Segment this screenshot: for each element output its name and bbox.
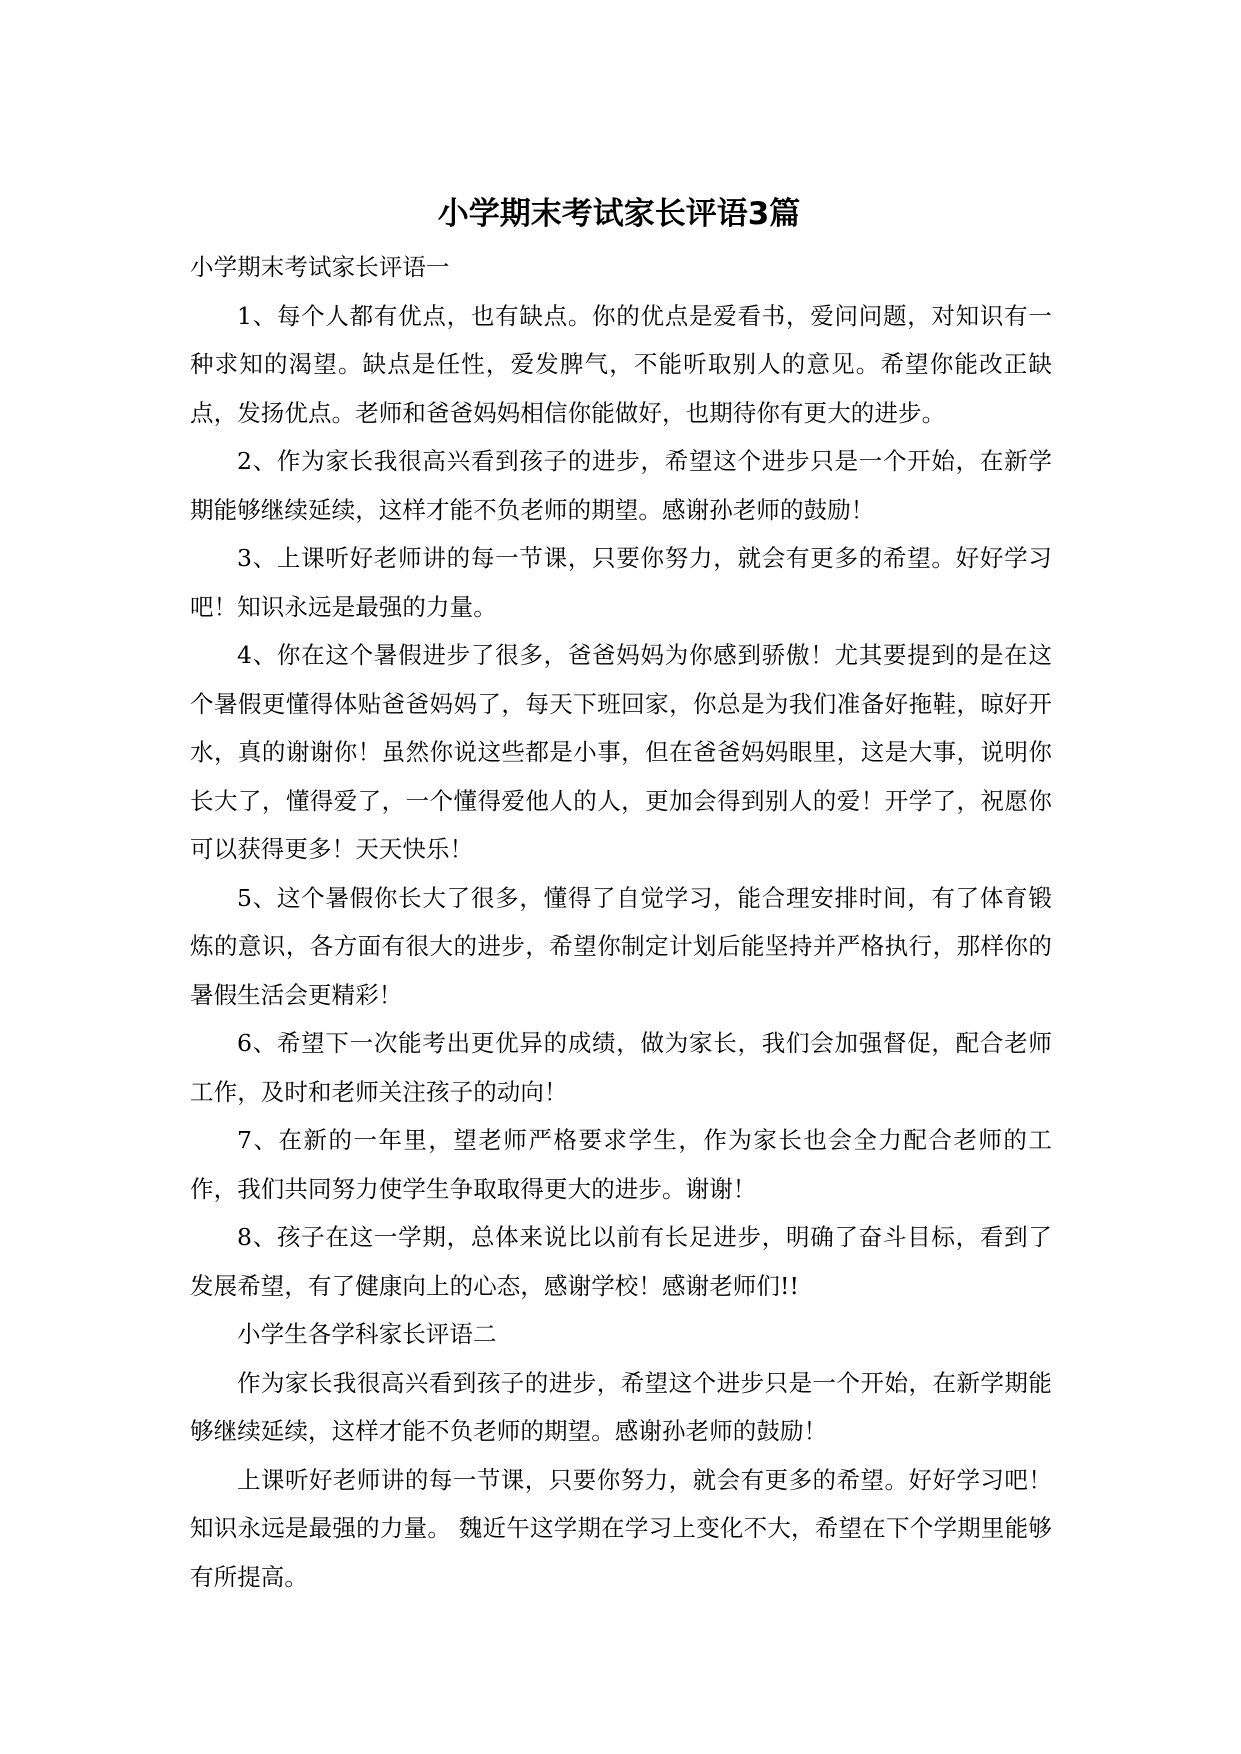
paragraph-1: 1、每个人都有优点，也有缺点。你的优点是爱看书，爱问问题，对知识有一种求知的渴望。缺点是任性，爱发脾气，不能听取别人的意见。希望你能改正缺点，发扬优点。老师和爸爸妈妈相信你能做好，也期待你有更大的进步。	[190, 301, 1052, 427]
paragraph-8: 8、孩子在这一学期，总体来说比以前有长足进步，明确了奋斗目标，看到了发展希望，有了健康向上的心态，感谢学校！感谢老师们!!	[190, 1223, 1052, 1300]
paragraph-6: 6、希望下一次能考出更优异的成绩，做为家长，我们会加强督促，配合老师工作，及时和老师关注孩子的动向！	[190, 1029, 1052, 1106]
document-body	[190, 188, 1052, 1601]
paragraph-5: 5、这个暑假你长大了很多，懂得了自觉学习，能合理安排时间，有了体育锻炼的意识，各方面有很大的进步，希望你制定计划后能坚持并严格执行，那样你的暑假生活会更精彩！	[190, 883, 1052, 1009]
section-heading-1: 小学期末考试家长评语一	[190, 253, 450, 281]
page-title: 小学期末考试家长评语3篇	[437, 196, 801, 232]
paragraph-4: 4、你在这个暑假进步了很多，爸爸妈妈为你感到骄傲！尤其要提到的是在这个暑假更懂得体贴爸爸妈妈了，每天下班回家，你总是为我们准备好拖鞋，晾好开水，真的谢谢你！虽然你说这些都是小事，但在爸爸妈妈眼里，这是大事，说明你长大了，懂得爱了，一个懂得爱他人的人，更加会得到别人的爱！开学了，祝愿你可以获得更多！天天快乐！	[190, 641, 1052, 863]
section2-paragraph-1: 作为家长我很高兴看到孩子的进步，希望这个进步只是一个开始，在新学期能够继续延续，这样才能不负老师的期望。感谢孙老师的鼓励！	[190, 1368, 1052, 1445]
section2-paragraph-2: 上课听好老师讲的每一节课，只要你努力，就会有更多的希望。好好学习吧！知识永远是最强的力量。 魏近午这学期在学习上变化不大，希望在下个学期里能够有所提高。	[190, 1465, 1052, 1591]
paragraph-7: 7、在新的一年里，望老师严格要求学生，作为家长也会全力配合老师的工作，我们共同努力使学生争取取得更大的进步。谢谢！	[190, 1126, 1052, 1203]
paragraph-2: 2、作为家长我很高兴看到孩子的进步，希望这个进步只是一个开始，在新学期能够继续延续，这样才能不负老师的期望。感谢孙老师的鼓励！	[190, 447, 1052, 524]
section-heading-2: 小学生各学科家长评语二	[237, 1320, 497, 1348]
paragraph-3: 3、上课听好老师讲的每一节课，只要你努力，就会有更多的希望。好好学习吧！知识永远是最强的力量。	[190, 544, 1052, 621]
